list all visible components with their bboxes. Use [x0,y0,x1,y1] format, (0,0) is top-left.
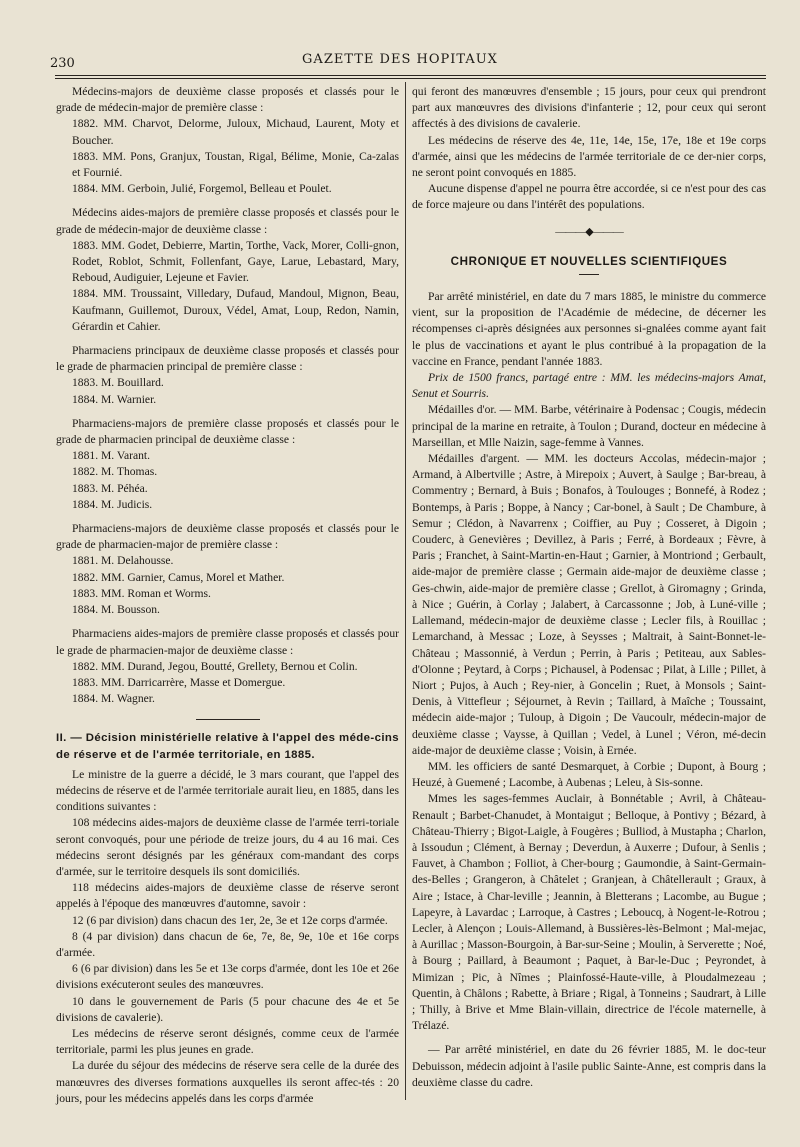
chronique-heading: CHRONIQUE ET NOUVELLES SCIENTIFIQUES [450,254,728,268]
paragraph: Pharmaciens-majors de deuxième classe proposés et classés pour le grade de pharmacien-major de première classe : [56,522,399,552]
paragraph: Le ministre de la guerre a décidé, le 3 mars courant, que l'appel des médecins de réserve et de l'armée territoriale aurait lieu, en 1885, dans les conditions suivantes : [56,767,399,814]
list-item: 1884. MM. Troussaint, Villedary, Dufaud, Mandoul, Mignon, Beau, Kaufmann, Guillemot, Duroux, Védel, Amat, Loup, Redon, Namin, Gérardin et Cahier. [72,287,399,333]
list-item: 1884. M. Warnier. [72,392,157,406]
list-item: 1881. M. Delahousse. [72,554,174,568]
page-number: 230 [50,56,75,71]
list-item: 1883. MM. Darricarrère, Masse et Domergue. [72,675,286,689]
list-item: 1884. M. Wagner. [72,692,155,706]
list-item: 1882. MM. Durand, Jegou, Boutté, Grellety, Bernou et Colin. [72,659,358,673]
paragraph: Prix de 1500 francs, partagé entre : MM. les médecins-majors Amat, Senut et Sourris. [412,371,766,401]
paragraph: La durée du séjour des médecins de réserve sera celle de la durée des manœuvres des diverses formations auxquelles ils seront affec-tés : 20 jours, pour les médecins appelés dans les corps d'armée [56,1059,399,1105]
paragraph: Pharmaciens-majors de première classe proposés et classés pour le grade de pharmacien principal de deuxième classe : [56,416,399,447]
list-item: 1884. M. Bousson. [72,603,160,617]
list-item: 1883. MM. Godet, Debierre, Martin, Torthe, Vack, Morer, Colli-gnon, Rodet, Roblot, Schmit, Follenfant, Gaye, Larue, Lebastard, Mary, Reboud, Audiguier, Lejeune et Favier. [72,238,399,285]
paragraph: Les médecins de réserve seront désignés, comme ceux de l'armée territoriale, parmi les plus jeunes en grade. [56,1026,399,1057]
paragraph: 118 médecins aides-majors de deuxième classe de réserve seront appelés à l'époque des manœuvres d'automne, savoir : [56,881,399,911]
list-item: 1884. MM. Gerboin, Julié, Forgemol, Belleau et Poulet. [72,182,332,196]
paragraph: Par arrêté ministériel, en date du 7 mars 1885, le ministre du commerce vient, sur la proposition de l'Académie de médecine, de décerner les récompenses ci-après désignées aux personnes si-gnalées comme ayant fait le plus de vaccinations et ayant le plus contribué à la propagation de la vaccine en France, pendant l'année 1883. [412,290,766,368]
list-item: 1883. M. Péhéa. [72,481,148,495]
right-column [412,84,766,1091]
list-item: 1884. M. Judicis. [72,497,153,511]
list-item: 1883. MM. Pons, Granjux, Toustan, Rigal, Bélime, Monie, Ca-zalas et Fournié. [72,149,399,180]
paragraph: — Par arrêté ministériel, en date du 26 février 1885, M. le doc-teur Debuisson, médecin adjoint à l'asile public Sainte-Anne, est compris dans la deuxième classe du cadre. [412,1043,766,1089]
list-item: 1883. MM. Roman et Worms. [72,586,211,600]
column-divider [405,82,406,1100]
paragraph: 6 (6 par division) dans les 5e et 13e corps d'armée, dont les 10e et 26e divisions exécuteront seules des manœuvres. [56,962,399,992]
paragraph: Pharmaciens aides-majors de première classe proposés et classés pour le grade de pharmacien-major de deuxième classe : [56,627,399,657]
paragraph: Médecins aides-majors de première classe proposés et classés pour le grade de médecin-major de deuxième classe : [56,206,399,236]
list-item: 1882. M. Thomas. [72,465,158,479]
paragraph: Médailles d'argent. — MM. les docteurs Accolas, médecin-major ; Armand, à Albertville ; Astre, à Mirepoix ; Auvert, à Saulge ; Bar-breau, à Commentry ; Bernard, à Buis ; Bonafos, à Toulouges ; Bonnefé, à Rodez ; Bontemps, à Paris ; Boppe, à Nancy ; Car-bonel, à Sault ; De Chambure, à Semur ; Clédon, à Navarrenx ; Coiffier, au Puy ; Cosseret, à Digoin ; Couderc, à Genevières ; Devillez, à Paris ; Ferré, à Bordeaux ; Fèvre, à Paris ; Franchet, à Saint-Martin-en-Haut ; Garnier, à Montriond ; Gerbault, aide-major de première classe ; Germain aide-major de deuxième classe ; Ges-chwin, aide-major de première classe ; Grellot, à Giromagny ; Grinda, à Nice ; Guérin, à Corlay ; Jalabert, à Carcassonne ; Job, à Luné-ville ; Lallemand, médecin-major de deuxième classe ; Lecler fils, à Rouillac ; Lemarchand, à Messac ; Loze, à Seysses ; Maltrait, à Saint-Bonnet-le-Château ; Massonnié, à Verdun ; Perrin, à Paris ; Petiteau, aux Sables-d'Olonne ; Peytard, à Corps ; Pichausel, à Podensac ; Pilat, à Lille ; Pillet, à Niort ; Pujos, à Auch ; Rey-nier, à Goncelin ; Ruet, à Monsols ; Saint-Denis, à Vittefleur ; Séjournet, à Revin ; Taillard, à Maîche ; Toussaint, médecin aide-major ; Tuloup, à Digoin ; De Vaucoulr, médecin-major de deuxième classe ; Vaysse, à Quillan ; Vedel, à Lunel ; Véron, mé-decin aide-major de deuxième classe ; Voisin, à Ernée. [412,452,766,757]
paragraph: 108 médecins aides-majors de deuxième classe de l'armée terri-toriale seront convoqués, pour une période de treize jours, du 4 au 16 mai. Ces médecins seront désignés par les généraux com-mandant des corps d'armée, sur le territoire desquels ils sont domiciliés. [56,816,399,878]
paragraph: Aucune dispense d'appel ne pourra être accordée, si ce n'est pour des cas de force majeure ou dans l'intérêt des populations. [412,182,766,212]
ornament-divider: ———◆——— [555,225,623,238]
header-rule-top [55,75,766,76]
paragraph: Les médecins de réserve des 4e, 11e, 14e, 15e, 17e, 18e et 19e corps d'armée, ainsi que les médecins de l'armée territoriale de ce der-nier corps, ne seront point convoqués en 1885. [412,133,766,180]
page-header-title: GAZETTE DES HOPITAUX [302,52,498,67]
paragraph: Pharmaciens principaux de deuxième classe proposés et classés pour le grade de pharmacien principal de première classe : [56,344,399,374]
section-heading: II. — Décision ministérielle relative à l'appel des méde-cins de réserve et de l'armée territoriale, en 1885. [56,732,399,761]
list-item: 1883. M. Bouillard. [72,376,164,390]
paragraph: 8 (4 par division) dans chacun de 6e, 7e, 8e, 9e, 10e et 16e corps d'armée. [56,929,399,959]
left-column [56,84,399,1107]
paragraph: 12 (6 par division) dans chacun des 1er, 2e, 3e et 12e corps d'armée. [72,913,388,927]
paragraph: MM. les officiers de santé Desmarquet, à Corbie ; Dupont, à Bourg ; Heuzé, à Guemené ; Lacombe, à Aubenas ; Leleu, à Sis-sonne. [412,759,766,790]
paragraph: Médecins-majors de deuxième classe proposés et classés pour le grade de médecin-major de première classe : [56,85,399,115]
paragraph: Mmes les sages-femmes Auclair, à Bonnétable ; Avril, à Château-Renault ; Barbet-Chanudet, à Montaigut ; Belloque, à Pontivy ; Bézard, à Château-Thierry ; Bigot-Laigle, à Fougères ; Bulliod, à Mustapha ; Charlon, à Issoudun ; Clément, à Bernay ; Deverdun, à Auxerre ; Dufour, à Senlis ; Fauvet, à Chambon ; Folliot, à Cher-bourg ; Gaumondie, à Saint-Germain-des-Belles ; Grangeron, à Châtelet ; Granjean, à Châtellerault ; Graux, à Aire ; Istace, à Char-leville ; Jeannin, à Bletterans ; Lacombe, au Bugue ; Lapeyre, à Lavardac ; Larroque, à Castres ; Leboucq, à Nogent-le-Rotrou ; Lecler, à Alençon ; Louis-Allemand, à Bussières-lès-Belmont ; Mal-mejac, à Aurillac ; Masson-Bourgoin, à Bar-sur-Seine ; Moulin, à Serverette ; Noé, à Bourg ; Paillard, à Beaumont ; Paquet, à Bar-le-Duc ; Peyrondet, à Mimizan ; Pic, à Nîmes ; Plainfossé-Haute-ville, à Ploudalmezeau ; Quentin, à Châlons ; Rabette, à Briare ; Rigal, à Tonneins ; Saudrart, à Lille ; Thilly, à Brive et Mme Blain-villain, directrice de l'école maternelle, à Trélazé. [412,792,766,1033]
list-item: 1881. M. Varant. [72,449,151,463]
paragraph: 10 dans le gouvernement de Paris (5 pour chacune des 4e et 5e divisions de cavalerie). [56,994,399,1024]
list-item: 1882. MM. Charvot, Delorme, Juloux, Michaud, Laurent, Moty et Boucher. [72,117,399,147]
heading-rule [579,274,599,275]
paragraph: qui feront des manœuvres d'ensemble ; 15 jours, pour ceux qui prendront part aux manœuvres des divisions d'infanterie ; 12, pour ceux qui seront affectés à des divisions de cavalerie. [412,85,766,131]
paragraph: Médailles d'or. — MM. Barbe, vétérinaire à Podensac ; Cougis, médecin principal de la marine en retraite, à Toulon ; Durand, docteur en médecine à Marseillan, et Mlle Naizin, sage-femme à Vannes. [412,403,766,449]
header-rule-bottom [55,78,766,79]
section-rule [196,719,260,720]
list-item: 1882. MM. Garnier, Camus, Morel et Mather. [72,570,285,584]
